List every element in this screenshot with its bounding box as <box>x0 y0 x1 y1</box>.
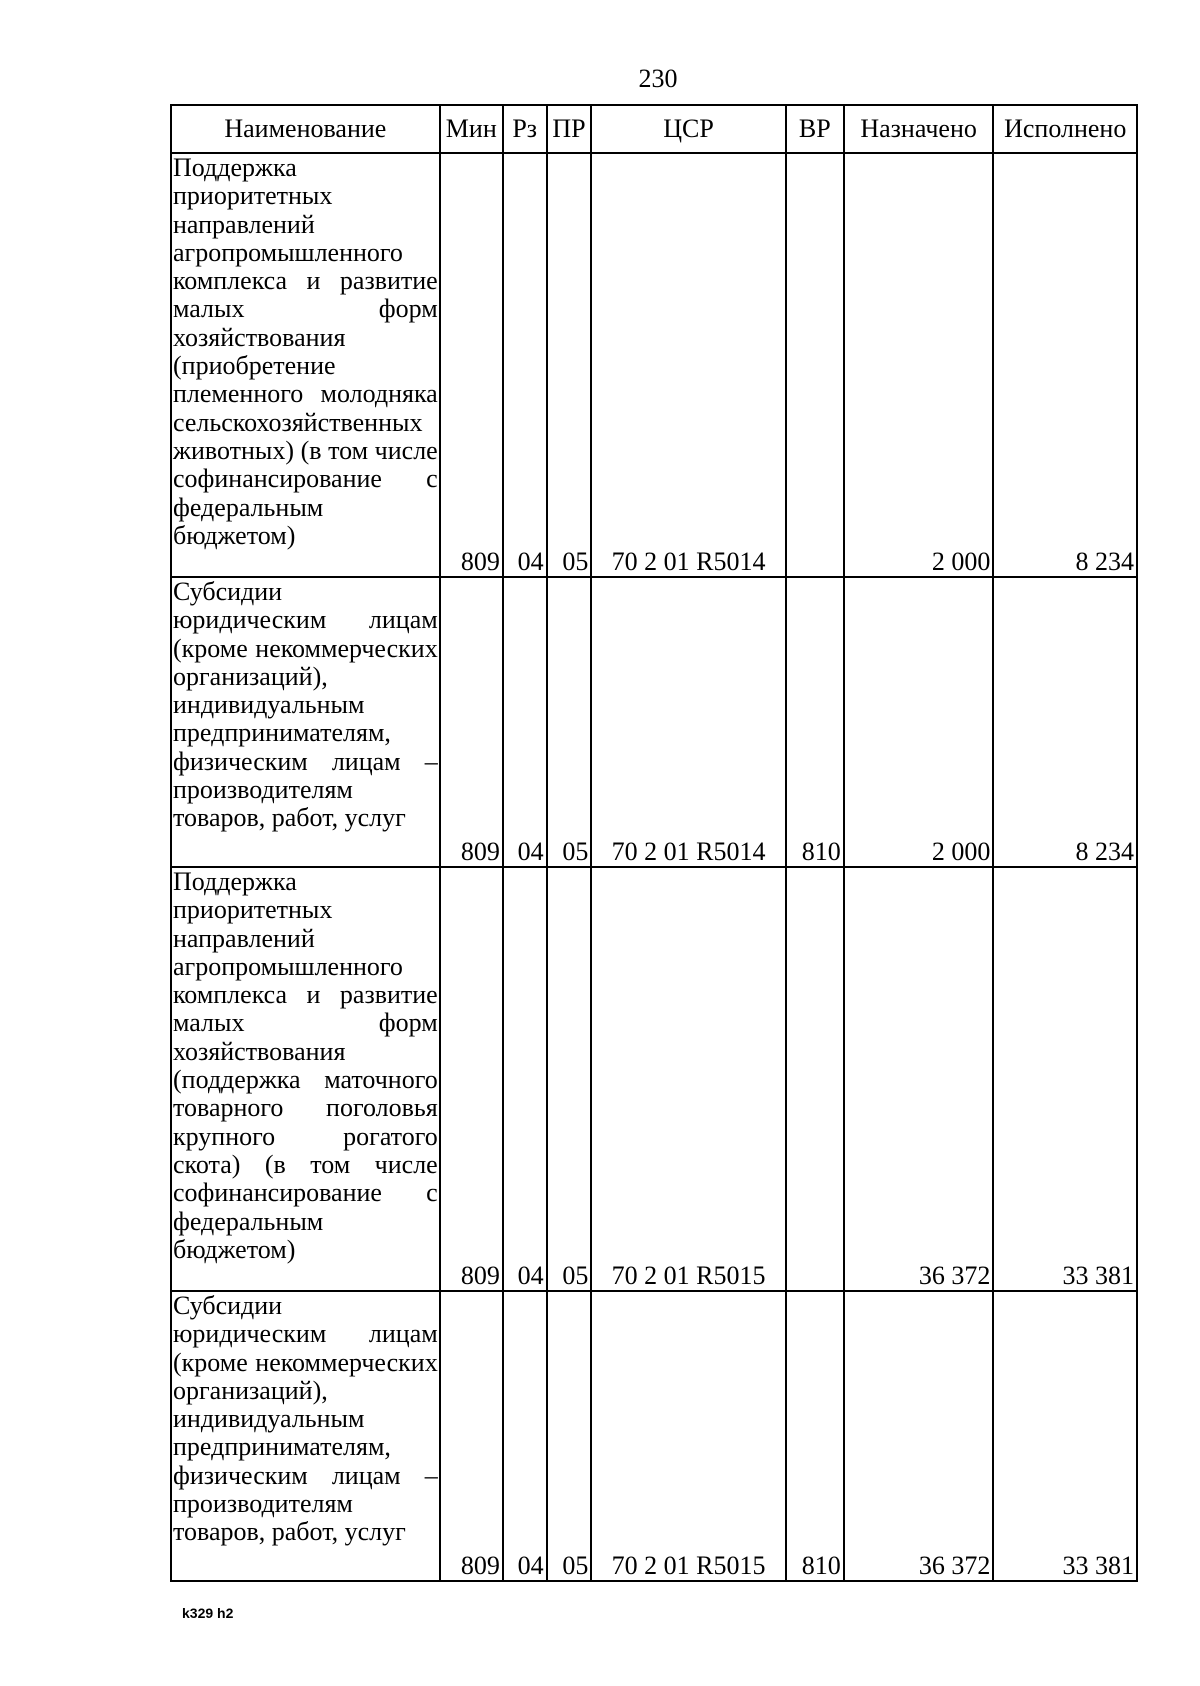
row-executed: 33 381 <box>993 1291 1137 1581</box>
row-executed: 33 381 <box>993 867 1137 1291</box>
header-vr: ВР <box>786 105 844 153</box>
row-name: Поддержка приоритетных направлений агропромышленного комплекса и развитие малых форм хозяйствования (приобретение племенного молодняка сельскохозяйственных животных) (в том числе софинансирование с федеральным бюджетом) <box>171 153 440 577</box>
header-pr: ПР <box>547 105 592 153</box>
row-min: 809 <box>440 867 503 1291</box>
header-min: Мин <box>440 105 503 153</box>
row-vr: 810 <box>786 577 844 867</box>
row-vr: 810 <box>786 1291 844 1581</box>
row-executed: 8 234 <box>993 577 1137 867</box>
row-min: 809 <box>440 577 503 867</box>
row-rz: 04 <box>503 867 547 1291</box>
row-csr: 70 2 01 R5014 <box>591 153 785 577</box>
table-row <box>171 153 1137 577</box>
row-assigned: 2 000 <box>844 153 994 577</box>
header-assigned: Назначено <box>844 105 994 153</box>
row-pr: 05 <box>547 153 592 577</box>
header-name: Наименование <box>171 105 440 153</box>
budget-table <box>170 104 1138 1582</box>
header-executed: Исполнено <box>993 105 1137 153</box>
footer-code: k329 h2 <box>182 1605 234 1621</box>
row-csr: 70 2 01 R5015 <box>591 1291 785 1581</box>
row-csr: 70 2 01 R5014 <box>591 577 785 867</box>
table-row <box>171 867 1137 1291</box>
row-csr: 70 2 01 R5015 <box>591 867 785 1291</box>
row-assigned: 2 000 <box>844 577 994 867</box>
row-pr: 05 <box>547 1291 592 1581</box>
header-row <box>171 105 1137 153</box>
header-csr: ЦСР <box>591 105 785 153</box>
row-name: Субсидии юридическим лицам (кроме некоммерческих организаций), индивидуальным предпринимателям, физическим лицам – производителям товаров, работ, услуг <box>171 1291 440 1581</box>
row-vr <box>786 867 844 1291</box>
page-number: 230 <box>638 64 678 93</box>
row-vr <box>786 153 844 577</box>
row-min: 809 <box>440 1291 503 1581</box>
row-assigned: 36 372 <box>844 867 994 1291</box>
header-rz: Рз <box>503 105 547 153</box>
row-pr: 05 <box>547 577 592 867</box>
table-row <box>171 1291 1137 1581</box>
row-rz: 04 <box>503 1291 547 1581</box>
row-rz: 04 <box>503 577 547 867</box>
row-executed: 8 234 <box>993 153 1137 577</box>
row-rz: 04 <box>503 153 547 577</box>
row-name: Субсидии юридическим лицам (кроме некоммерческих организаций), индивидуальным предпринимателям, физическим лицам – производителям товаров, работ, услуг <box>171 577 440 867</box>
row-pr: 05 <box>547 867 592 1291</box>
row-assigned: 36 372 <box>844 1291 994 1581</box>
row-min: 809 <box>440 153 503 577</box>
table-row <box>171 577 1137 867</box>
row-name: Поддержка приоритетных направлений агропромышленного комплекса и развитие малых форм хозяйствования (поддержка маточного товарного поголовья крупного рогатого скота) (в том числе софинансирование с федеральным бюджетом) <box>171 867 440 1291</box>
